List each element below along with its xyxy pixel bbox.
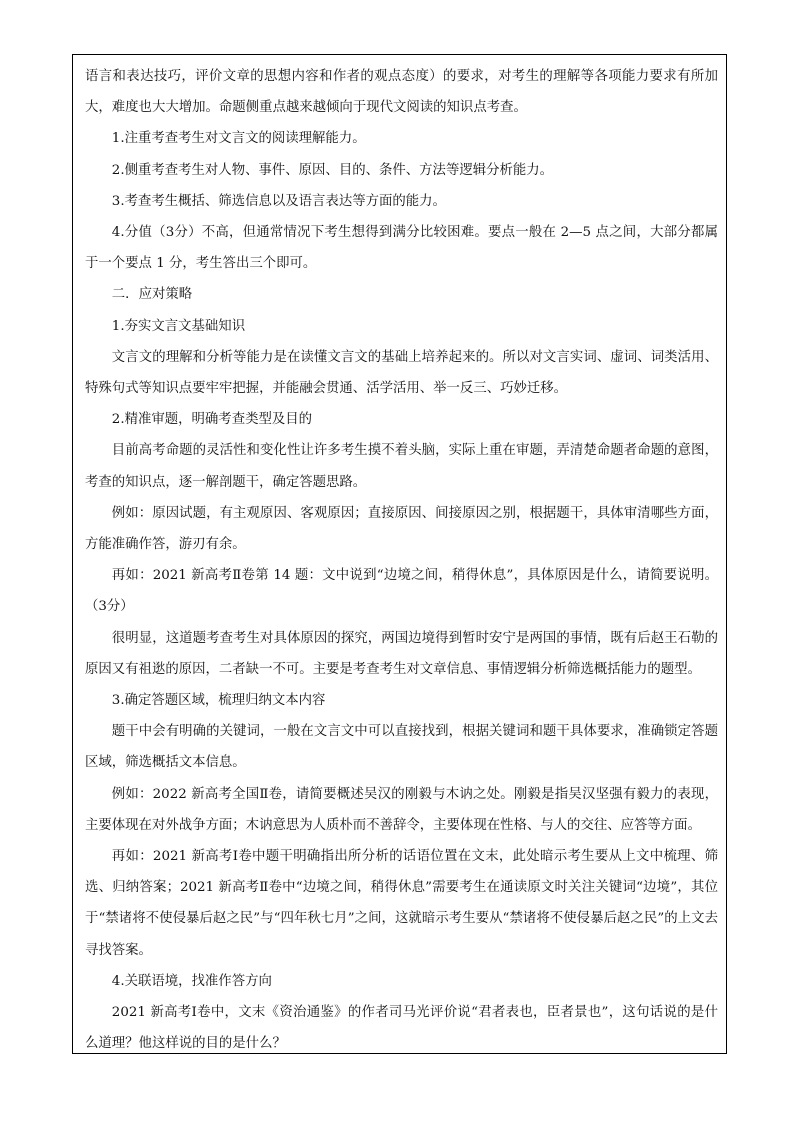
subheading-1: 1.夯实文言文基础知识 bbox=[111, 318, 246, 334]
subheading-2: 2.精准审题，明确考查类型及目的 bbox=[111, 412, 313, 428]
paragraph-point-3: 3.考查考生概括、筛选信息以及语言表达等方面的能力。 bbox=[111, 193, 446, 209]
paragraph-point-1: 1.注重考查考生对文言文的阅读理解能力。 bbox=[111, 131, 366, 147]
paragraph-body: 很明显，这道题考查考生对具体原因的探究，两国边境得到暂时安宁是两国的事情，既有后赵王石勒的原因又有祖逖的原因，二者缺一不可。主要是考查考生对文章信息、事情逻辑分析筛选概括能力的题型。 bbox=[85, 630, 718, 677]
paragraph-body: 题干中会有明确的关键词，一般在文言文中可以直接找到，根据关键词和题干具体要求，准确锁定答题区域，筛选概括文本信息。 bbox=[85, 724, 718, 771]
paragraph-point-2: 2.侧重考查考生对人物、事件、原因、目的、条件、方法等逻辑分析能力。 bbox=[111, 162, 554, 178]
paragraph-intro: 语言和表达技巧，评价文章的思想内容和作者的观点态度）的要求，对考生的理解等各项能力要求有所加大，难度也大大增加。命题侧重点越来越倾向于现代文阅读的知识点考查。 bbox=[85, 69, 718, 116]
paragraph-example: 例如：2022 新高考全国Ⅱ卷，请简要概述吴汉的刚毅与木讷之处。刚毅是指吴汉坚强有毅力的表现，主要体现在对外战争方面；木讷意思为人质朴而不善辞令，主要体现在性格、与人的交往、应答等方面。 bbox=[85, 786, 718, 833]
paragraph-body: 目前高考命题的灵活性和变化性让许多考生摸不着头脑，实际上重在审题，弄清楚命题者命题的意图，考查的知识点，逐一解剖题干，确定答题思路。 bbox=[85, 443, 718, 490]
paragraph-example: 再如：2021 新高考Ⅰ卷中题干明确指出所分析的话语位置在文末，此处暗示考生要从上文中梳理、筛选、归纳答案；2021 新高考Ⅱ卷中“边境之间，稍得休息”需要考生在通读原文时关注关键词“边境”，其位于“禁诸将不使侵暴后赵之民”与“四年秋七月”之间，这就暗示考生要从“禁诸将不使侵暴后赵之民”的上文去寻找答案。 bbox=[85, 849, 718, 958]
paragraph-body: 文言文的理解和分析等能力是在读懂文言文的基础上培养起来的。所以对文言实词、虚词、词类活用、特殊句式等知识点要牢牢把握，并能融会贯通、活学活用、举一反三、巧妙迁移。 bbox=[85, 349, 718, 397]
subheading-4: 4.关联语境，找准作答方向 bbox=[111, 973, 272, 989]
paragraph-example: 再如：2021 新高考Ⅱ卷第 14 题：文中说到“边境之间，稍得休息”，具体原因是什么，请简要说明。（3分） bbox=[85, 568, 718, 615]
paragraph-point-4: 4.分值（3分）不高，但通常情况下考生想得到满分比较困难。要点一般在 2—5 点之间，大部分都属于一个要点 1 分，考生答出三个即可。 bbox=[85, 225, 718, 272]
subheading-3: 3.确定答题区域，梳理归纳文本内容 bbox=[111, 693, 326, 709]
section-heading-strategy: 二．应对策略 bbox=[111, 287, 193, 303]
paragraph-body: 2021 新高考Ⅰ卷中，文末《资治通鉴》的作者司马光评价说“君者表也，臣者景也”，这句话说的是什么道理？他这样说的目的是什么？ bbox=[85, 1005, 718, 1052]
paragraph-example: 例如：原因试题，有主观原因、客观原因；直接原因、间接原因之别，根据题干，具体审清哪些方面，方能准确作答，游刃有余。 bbox=[85, 505, 718, 553]
content-table-cell bbox=[72, 54, 727, 1054]
